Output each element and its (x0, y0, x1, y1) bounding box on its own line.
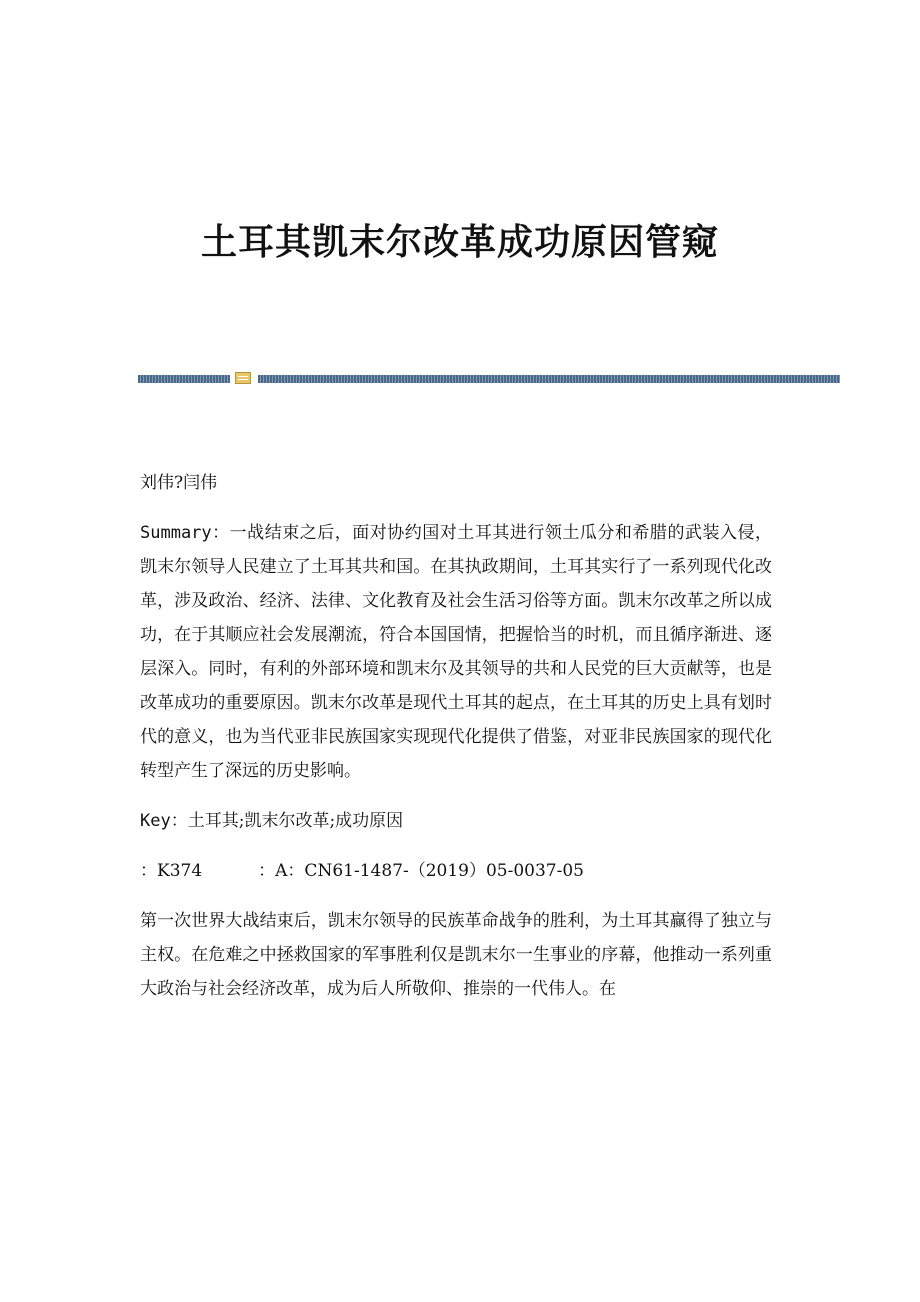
authors-line: 刘伟?闫伟 (140, 473, 218, 493)
divider-ornament-icon (235, 372, 251, 384)
document-title: 土耳其凯末尔改革成功原因管窥 (200, 221, 719, 263)
document-body (140, 466, 772, 1022)
summary-text: 一战结束之后，面对协约国对土耳其进行领土瓜分和希腊的武装入侵，凯末尔领导人民建立了土耳其共和国。在其执政期间，土耳其实行了一系列现代化改革，涉及政治、经济、法律、文化教育及社会生活习俗等方面。凯末尔改革之所以成功，在于其顺应社会发展潮流，符合本国国情，把握恰当的时机，而且循序渐进、逐层深入。同时，有利的外部环境和凯末尔及其领导的共和人民党的巨大贡献等，也是改革成功的重要原因。凯末尔改革是现代土耳其的起点，在土耳其的历史上具有划时代的意义，也为当代亚非民族国家实现现代化提供了借鉴，对亚非民族国家的现代化转型产生了深远的历史影响。 (140, 523, 772, 781)
document-code: ：A：CN61-1487-（2019）05-0037-05 (258, 861, 584, 881)
divider-bar-right (258, 375, 840, 383)
body-paragraph: 第一次世界大战结束后，凯末尔领导的民族革命战争的胜利，为土耳其赢得了独立与主权。在危难之中拯救国家的军事胜利仅是凯末尔一生事业的序幕，他推动一系列重大政治与社会经济改革，成为后人所敬仰、推崇的一代伟人。在 (140, 911, 772, 999)
summary-paragraph (140, 516, 772, 788)
keywords-text: 土耳其;凯末尔改革;成功原因 (187, 811, 404, 831)
summary-label: Summary： (140, 523, 230, 543)
clc-number: ：K374 (140, 861, 203, 881)
classification-line (140, 854, 772, 888)
title-divider (138, 372, 840, 384)
divider-bar-left (138, 375, 230, 383)
keywords-line (140, 804, 772, 838)
keywords-label: Key： (140, 811, 188, 831)
